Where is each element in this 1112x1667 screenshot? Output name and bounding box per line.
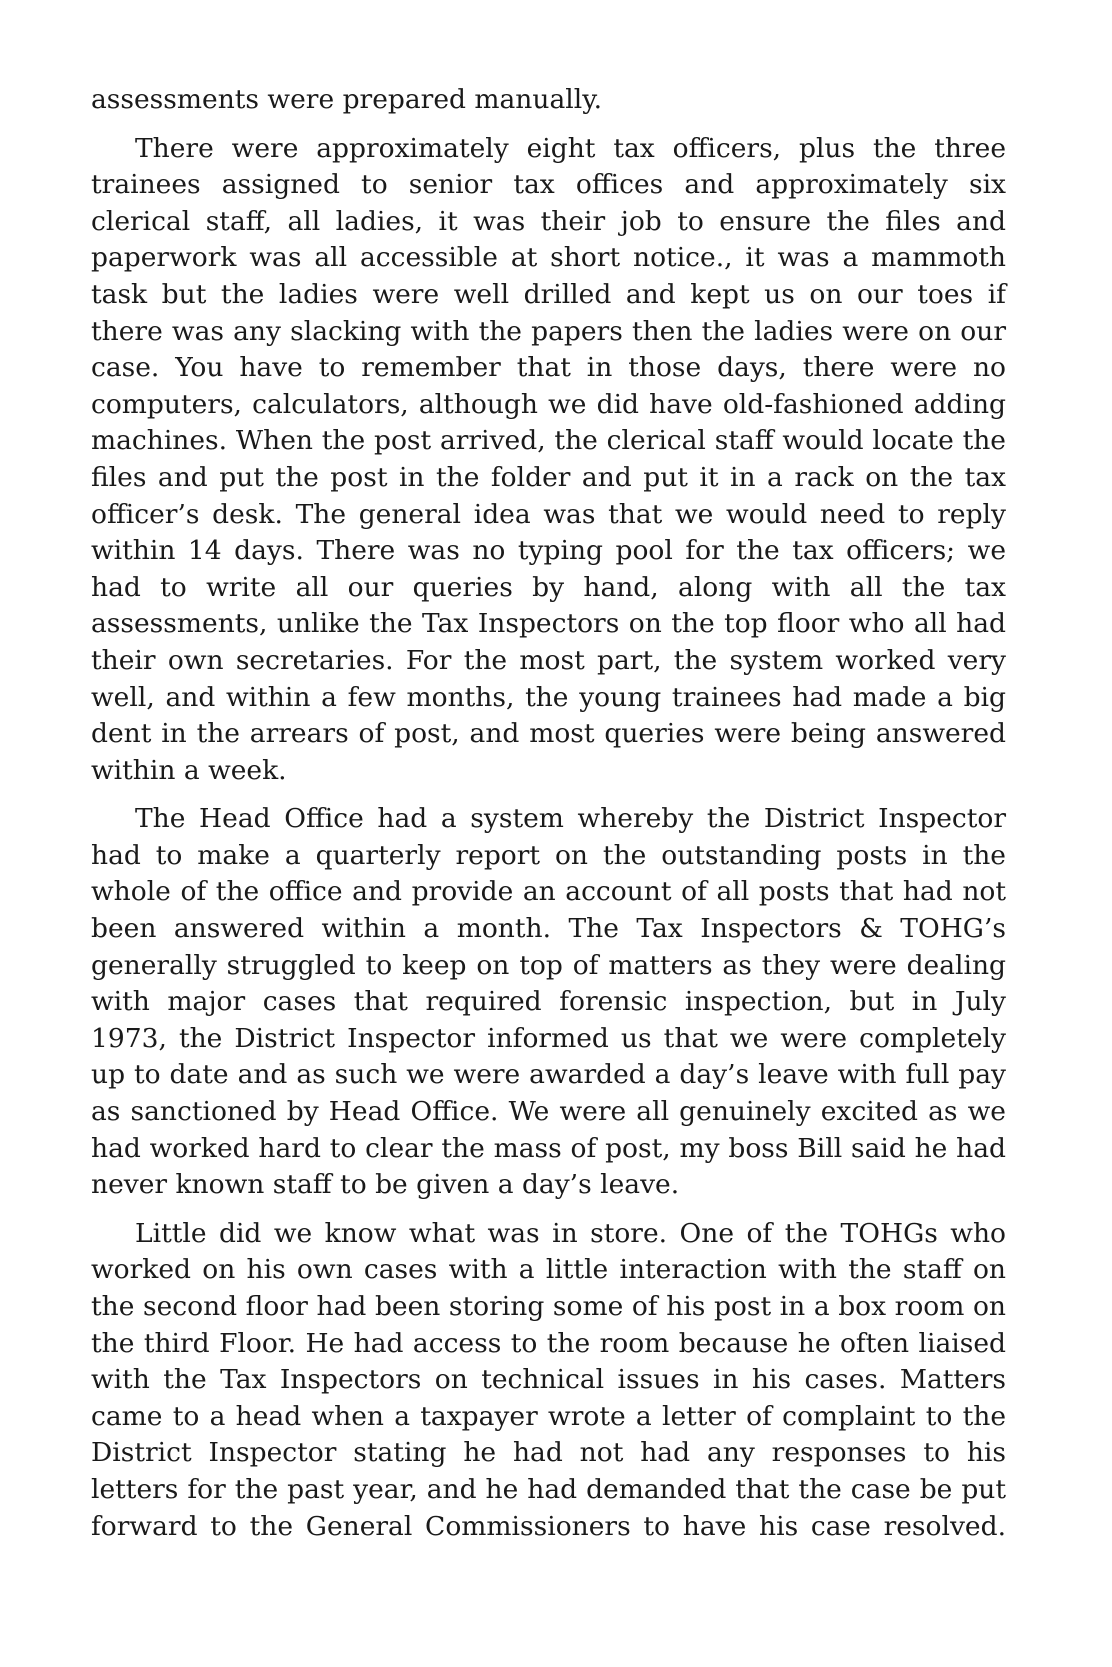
paragraph-4: Little did we know what was in store. One of the TOHGs who worked on his own cases with a little interaction with the staff on the second floor had been storing some of his post in a box room on the third Floor. He had access to the room because he often liaised with the Tax Inspectors on technical issues in his cases. Matters came to a head when a taxpayer wrote a letter of complaint to the District Inspector stating he had not had any responses to his letters for the past year, and he had demanded that the case be put forward to the General Commissioners to have his case resolved. [91,1217,1006,1542]
document-page [91,82,1006,1545]
paragraph-3: The Head Office had a system whereby the District Inspector had to make a quarterly report on the outstanding posts in the whole of the office and provide an account of all posts that had not been answered within a month. The Tax Inspectors & TOHG’s generally struggled to keep on top of matters as they were dealing with major cases that required forensic inspection, but in July 1973, the District Inspector informed us that we were completely up to date and as such we were awarded a day’s leave with full pay as sanctioned by Head Office. We were all genuinely excited as we had worked hard to clear the mass of post, my boss Bill said he had never known staff to be given a day’s leave. [91,803,1006,1201]
paragraph-2: There were approximately eight tax officers, plus the three trainees assigned to senior tax offices and approximately six clerical staff, all ladies, it was their job to ensure the files and paperwork was all accessible at short notice., it was a mammoth task but the ladies were well drilled and kept us on our toes if there was any slacking with the papers then the ladies were on our case. You have to remember that in those days, there were no computers, calculators, although we did have old-fashioned adding machines. When the post arrived, the clerical staff would locate the files and put the post in the folder and put it in a rack on the tax officer’s desk. The general idea was that we would need to reply within 14 days. There was no typing pool for the tax officers; we had to write all our queries by hand, along with all the tax assessments, unlike the Tax Inspectors on the top floor who all had their own secretaries. For the most part, the system worked very well, and within a few months, the young trainees had made a big dent in the arrears of post, and most queries were being answered within a week. [91,132,1006,786]
paragraph-1: assessments were prepared manually. [91,84,603,115]
